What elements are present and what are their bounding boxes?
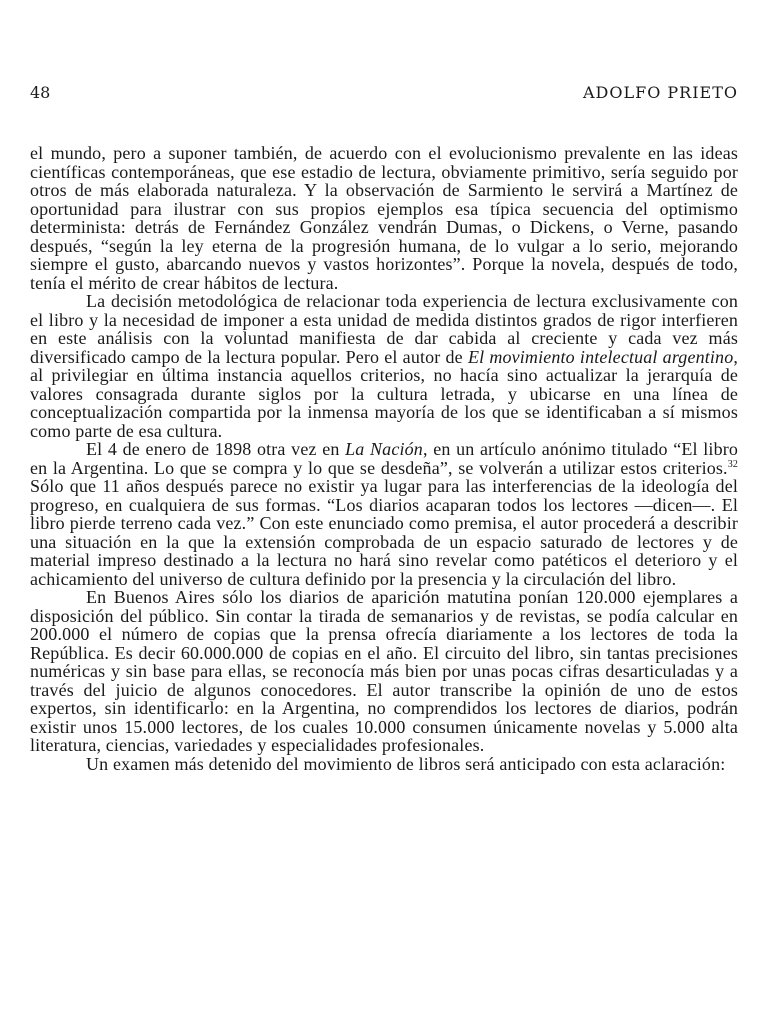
- paragraph: [30, 755, 738, 774]
- running-head: [30, 83, 738, 105]
- paragraph: [30, 292, 738, 440]
- body-text: [30, 144, 738, 773]
- paragraph-text: Sólo que 11 años después parece no existir ya lugar para las interferencias de la ideología del progreso, en cualquiera de sus formas. “Los diarios acaparan todos los lectores —dicen—. El libro pierde terreno cada vez.” Con este enunciado como premisa, el autor procederá a describir una situación en la que la extensión comprobada de un espacio saturado de lectores y de material impreso destinado a la lectura no hará sino revelar como patéticos el deterioro y el achicamiento del universo de cultura definido por la presencia y la circulación del libro.: [30, 476, 738, 589]
- paragraph-text: , en un artículo anónimo titulado “El libro en la Argentina. Lo que se compra y lo que se desdeña”, se volverán a utilizar estos criterios.: [30, 439, 739, 478]
- paragraph-text: , al privilegiar en última instancia aquellos criterios, no hacía sino actualizar la jerarquía de valores consagrada durante siglos por la cultura letrada, y ubicarse en una línea de conceptualización compartida por la inmensa mayoría de los que se identificaban a sí mismos como parte de esa cultura.: [30, 346, 738, 441]
- paragraph: [30, 440, 738, 588]
- italic-title: La Nación: [345, 439, 423, 459]
- paragraph-text: La decisión metodológica de relacionar toda experiencia de lectura exclusivamente con el libro y la necesidad de imponer a esta unidad de medida distintos grados de rigor interfieren en este análisis con la voluntad manifiesta de dar cabida al creciente y cada vez más diversificado campo de la lectura popular. Pero el autor de: [30, 291, 738, 367]
- running-head-author: ADOLFO PRIETO: [582, 83, 738, 102]
- footnote-reference: 32: [727, 458, 738, 470]
- paragraph-text: Un examen más detenido del movimiento de libros será anticipado con esta aclaración:: [86, 753, 726, 774]
- paragraph-text: En Buenos Aires sólo los diarios de aparición matutina ponían 120.000 ejemplares a disposición del público. Sin contar la tirada de semanarios y de revistas, se podía calcular en 200.000 el número de copias que la prensa ofrecía diariamente a los lectores de toda la República. Es decir 60.000.000 de copias en el año. El circuito del libro, sin tantas precisiones numéricas y sin base para ellas, se reconocía más bien por unas pocas cifras desarticuladas y a través del juicio de algunos conocedores. El autor transcribe la opinión de uno de estos expertos, sin identificarlo: en la Argentina, no comprendidos los lectores de diarios, podrán existir unos 15.000 lectores, de los cuales 10.000 consumen únicamente novelas y 5.000 alta literatura, ciencias, variedades y especialidades profesionales.: [30, 587, 738, 755]
- paragraph-text: el mundo, pero a suponer también, de acuerdo con el evolucionismo prevalente en las ideas científicas contemporáneas, que ese estadio de lectura, obviamente primitivo, sería seguido por otros de más elaborada naturaleza. Y la observación de Sarmiento le servirá a Martínez de oportunidad para ilustrar con sus propios ejemplos esa típica secuencia del optimismo determinista: detrás de Fernández González vendrán Dumas, o Dickens, o Verne, pasando después, “según la ley eterna de la progresión humana, de lo vulgar a lo serio, mejorando siempre el gusto, abarcando nuevos y vastos horizontes”. Porque la novela, después de todo, tenía el mérito de crear hábitos de lectura.: [30, 143, 738, 293]
- paragraph: [30, 588, 738, 755]
- paragraph-text: El 4 de enero de 1898 otra vez en: [86, 439, 346, 459]
- paragraph: [30, 144, 738, 292]
- page-number: 48: [30, 83, 51, 102]
- italic-title: El movimiento intelectual argentino: [467, 346, 734, 367]
